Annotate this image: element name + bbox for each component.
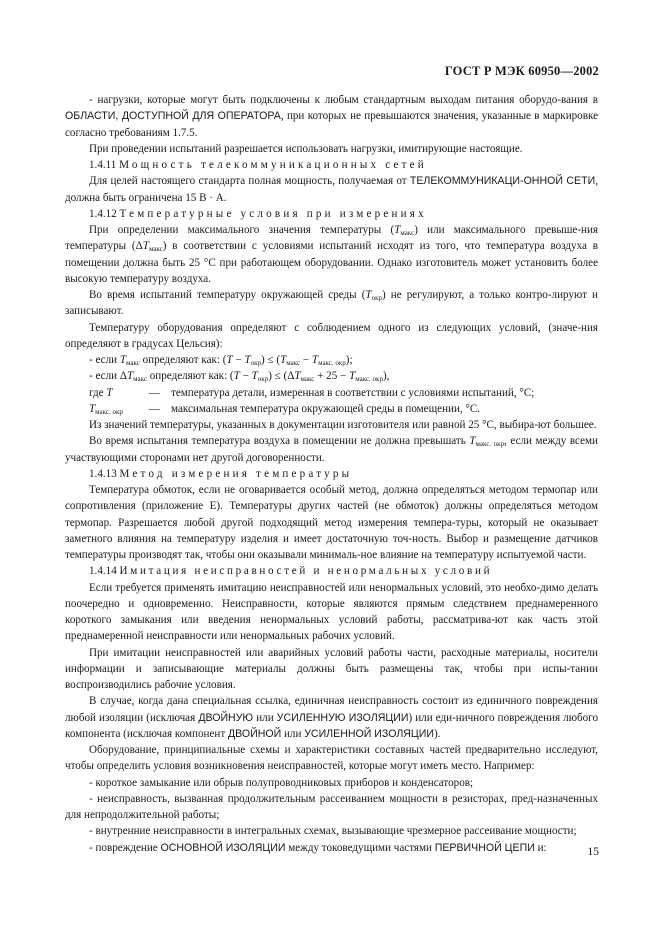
standard-designation: ГОСТ Р МЭК 60950—2002 <box>444 64 599 78</box>
definition-t: где T — температура детали, измеренная в соответствии с условиями испытаний, °С; <box>89 386 535 399</box>
paragraph-examination: Оборудование, принципиальные схемы и характеристики составных частей предварительно исследуют, чтобы определить условия возникновения неисправностей, которые могут иметь место. Например: <box>65 744 598 773</box>
paragraph-max-temperature: При определении максимального значения температуры $(T_{макс})$ или максимального превыше-ния температуры $(\Delta T_{макс})$ в соответствии с условиями испытаний исходят из того, что температура воздуха в помещении должна быть 25 °С при работающем оборудовании. Однако изготовитель может установить более высокую температуру воздуха. <box>65 224 598 285</box>
paragraph-single-fault: В случае, когда дана специальная ссылка, единичная неисправность состоит из единичного повреждения любой изоляции (исключая ДВОЙНУЮ или УСИЛЕННУЮ ИЗОЛЯЦИИ) или еди-ничного повреждения любого компонента (исключая компонент ДВОЙНОЙ или УСИЛЕННОЙ ИЗОЛЯЦИИ). <box>65 695 598 740</box>
definition-t-max-amb: $T_{макс. окр}$ — максимальная температура окружающей среды в помещении, °С. <box>89 402 481 416</box>
page-number: 15 <box>587 846 599 858</box>
list-item-short-circuit: - короткое замыкание или обрыв полупроводниковых приборов и конденсаторов; <box>89 776 474 789</box>
paragraph-measurement-method: Температура обмоток, если не оговаривается особый метод, должна определяться методом термопар или сопротивления (приложение Е). Температуры других частей (не обмоток) должны определяться методом термопар. Разрешается любой другой подходящий метод измерения темпера-туры, который не оказывает заметного влияния на температуру изделия и имеет достаточную точ-ность. Выбор и размещение датчиков температуры производят так, чтобы они оказывали минималь-ное влияние на температуру испытуемой части. <box>65 484 598 561</box>
formula-condition-1: - если $T_{макс}$ определяют как: $(T - T_{окр}) \le (T_{макс} - T_{макс. окр})$; <box>89 354 353 367</box>
paragraph-air-temperature-limit: Во время испытания температура воздуха в помещении не должна превышать $T_{макс. окр}$, если между всеми участвующими сторонами нет другой договоренности. <box>65 435 598 464</box>
paragraph-abnormal-conditions: При имитации неисправностей или аварийных условий работы части, расходные материалы, носители информации и записывающие материалы должны быть размещены так, чтобы при испы-тании воспроизводились рабочие условия. <box>65 646 598 691</box>
paragraph-choose-greater: Из значений температуры, указанных в документации изготовителя или равной 25 °С, выбира-ют большее. <box>89 419 597 431</box>
section-heading-1-4-13: 1.4.13 Метод измерения температуры <box>89 467 353 480</box>
paragraph-loads: - нагрузки, которые могут быть подключены к любым стандартным выходам питания оборудо-вания в ОБЛАСТИ, ДОСТУПНОЙ ДЛЯ ОПЕРАТОРА, при которых не превышаются значения, указанные в маркировке согласно требованиям 1.7.5. <box>65 94 598 139</box>
paragraph-fault-simulation: Если требуется применять имитацию неисправностей или ненормальных условий, это необхо-димо делать поочередно и одновременно. Неисправности, которые являются прямым следствием преднамеренного короткого замыкания или введения ненормальных условий работы, рассматрива-ют как часть этой преднамеренной неисправности или ненормальных рабочих условий. <box>65 581 598 643</box>
paragraph-ambient-temperature: Во время испытаний температуру окружающей среды $(T_{окр})$ не регулируют, а только контро-лируют и записывают. <box>65 289 598 318</box>
paragraph-telecom-power: Для целей настоящего стандарта полная мощность, получаемая от ТЕЛЕКОММУНИКАЦИ-ОННОЙ СЕТИ, должна быть ограничена 15 В · А. <box>65 175 598 204</box>
list-item-insulation-failure: - повреждение ОСНОВНОЙ ИЗОЛЯЦИИ между токоведущими частями ПЕРВИЧНОЙ ЦЕПИ и: <box>89 841 547 854</box>
list-item-ic-fault: - внутренние неисправности в интегральных схемах, вызывающие чрезмерное рассеивание мощности; <box>89 825 577 838</box>
page-body <box>65 92 598 856</box>
paragraph-conditions-intro: Температуру оборудования определяют с соблюдением одного из следующих условий, (значе-ния определяют в градусах Цельсия): <box>65 321 598 350</box>
section-heading-1-4-11: 1.4.11 Мощность телекоммуникационных сетей <box>89 159 427 171</box>
formula-condition-2: - если $\Delta T_{макс}$ определяют как: $(T - T_{окр}) \le (\Delta T_{макс} + 25 - T_{макс. окр})$, <box>89 370 390 384</box>
paragraph-simulated-loads: При проведении испытаний разрешается использовать нагрузки, имитирующие настоящие. <box>89 142 523 155</box>
list-item-resistor-fault: - неисправность, вызванная продолжительным рассеиванием мощности в резисторах, пред-назначенных для непродолжительной работы; <box>65 792 598 821</box>
section-heading-1-4-14: 1.4.14 Имитация неисправностей и ненормальных условий <box>89 565 493 578</box>
section-heading-1-4-12: 1.4.12 Температурные условия при измерениях <box>89 207 427 220</box>
